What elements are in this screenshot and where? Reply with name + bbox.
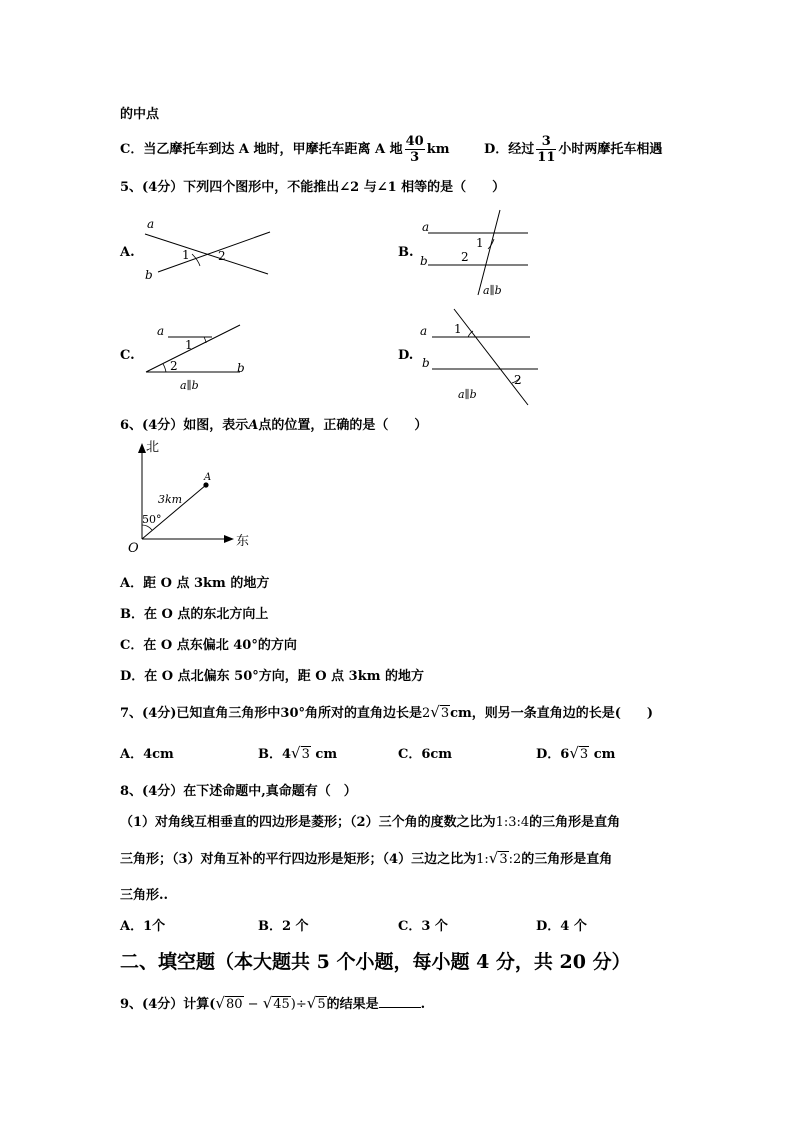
- q8-option-d: D．4 个: [536, 919, 587, 934]
- svg-text:2: 2: [514, 373, 522, 387]
- q7-option-c: C．6cm: [398, 747, 453, 762]
- q5-stem: 5、(4分）下列四个图形中，不能推出∠2 与∠1 相等的是（ ）: [120, 180, 506, 195]
- svg-text:2: 2: [461, 250, 469, 264]
- svg-text:2: 2: [218, 249, 226, 263]
- svg-text:b: b: [420, 254, 428, 268]
- svg-text:A: A: [204, 472, 212, 483]
- svg-text:东: 东: [236, 534, 250, 549]
- q8-option-c: C．3 个: [398, 919, 448, 934]
- q8-stem: 8、(4分）在下述命题中,真命题有（ ）: [120, 784, 357, 799]
- q7-stem: 7、(4分)已知直角三角形中30°角所对的直角边长是2√3cm，则另一条直角边的长是( ): [120, 703, 654, 721]
- svg-text:a∥b: a∥b: [180, 379, 199, 392]
- q8-statement-line-3: 三角形..: [120, 888, 169, 903]
- q4-continuation: 的中点: [120, 107, 160, 122]
- svg-text:a: a: [422, 220, 430, 234]
- svg-text:b: b: [145, 268, 153, 282]
- q5-label-d: D.: [398, 348, 414, 363]
- q8-option-b: B．2 个: [258, 919, 309, 934]
- svg-text:1: 1: [182, 248, 190, 262]
- q6-option-d: D．在 O 点北偏东 50°方向，距 O 点 3km 的地方: [120, 669, 425, 684]
- q8-option-a: A．1个: [120, 919, 166, 934]
- svg-text:a: a: [420, 324, 428, 338]
- svg-text:1: 1: [476, 236, 484, 250]
- q8-statement-line-1: （1）对角线互相垂直的四边形是菱形；（2）三个角的度数之比为1:3:4的三角形是直角: [120, 815, 621, 830]
- q6-stem: 6、(4分）如图，表示A点的位置，正确的是（ ）: [120, 418, 428, 433]
- q6-option-a: A．距 O 点 3km 的地方: [120, 576, 270, 591]
- section-title: 二、填空题（本大题共 5 个小题，每小题 4 分，共 20 分）: [120, 951, 631, 973]
- point-a-marker: [203, 482, 208, 487]
- svg-text:a: a: [147, 217, 155, 231]
- fraction: $\frac{40}{3}$: [405, 134, 424, 165]
- q7-option-a: A．4cm: [120, 747, 174, 762]
- q9-stem: 9、(4分）计算(√80 − √45)÷√5的结果是 .: [120, 994, 426, 1012]
- q6-option-b: B．在 O 点的东北方向上: [120, 607, 269, 622]
- q6-direction-figure: [118, 437, 258, 555]
- q5-figure-d: [418, 305, 548, 407]
- q8-statement-line-2: 三角形；（3）对角互补的平行四边形是矩形；（4）三边之比为1:√3:2的三角形是直角: [120, 849, 613, 867]
- answer-blank[interactable]: [379, 1007, 421, 1008]
- q5-label-a: A.: [120, 245, 135, 260]
- q5-figure-c: [140, 315, 265, 395]
- q5-figure-a: [140, 212, 280, 292]
- svg-text:b: b: [422, 356, 430, 370]
- svg-text:a∥b: a∥b: [458, 388, 477, 401]
- q7-option-b: B．4√3 cm: [258, 744, 338, 762]
- fraction: $\frac{3}{11}$: [537, 134, 556, 165]
- svg-text:3km: 3km: [158, 493, 183, 506]
- svg-text:a: a: [157, 324, 165, 338]
- q6-option-c: C．在 O 点东偏北 40°的方向: [120, 638, 297, 653]
- q7-option-d: D．6√3 cm: [536, 744, 616, 762]
- q4-option-d: D．经过 $\frac{3}{11}$ 小时两摩托车相遇: [484, 134, 663, 165]
- svg-text:1: 1: [185, 338, 193, 352]
- svg-text:北: 北: [146, 440, 160, 455]
- north-arrow-icon: [138, 443, 146, 453]
- q5-label-c: C.: [120, 348, 135, 363]
- q5-label-b: B.: [398, 245, 414, 260]
- q4-option-c: C．当乙摩托车到达 A 地时，甲摩托车距离 A 地 $\frac{40}{3}$ km: [120, 134, 450, 165]
- svg-text:2: 2: [170, 359, 178, 373]
- svg-text:50°: 50°: [142, 513, 162, 526]
- q5-figure-b: [418, 205, 548, 300]
- svg-text:b: b: [237, 361, 245, 375]
- svg-text:1: 1: [454, 322, 462, 336]
- svg-text:a∥b: a∥b: [483, 284, 502, 297]
- svg-text:O: O: [128, 541, 139, 555]
- east-arrow-icon: [224, 535, 234, 543]
